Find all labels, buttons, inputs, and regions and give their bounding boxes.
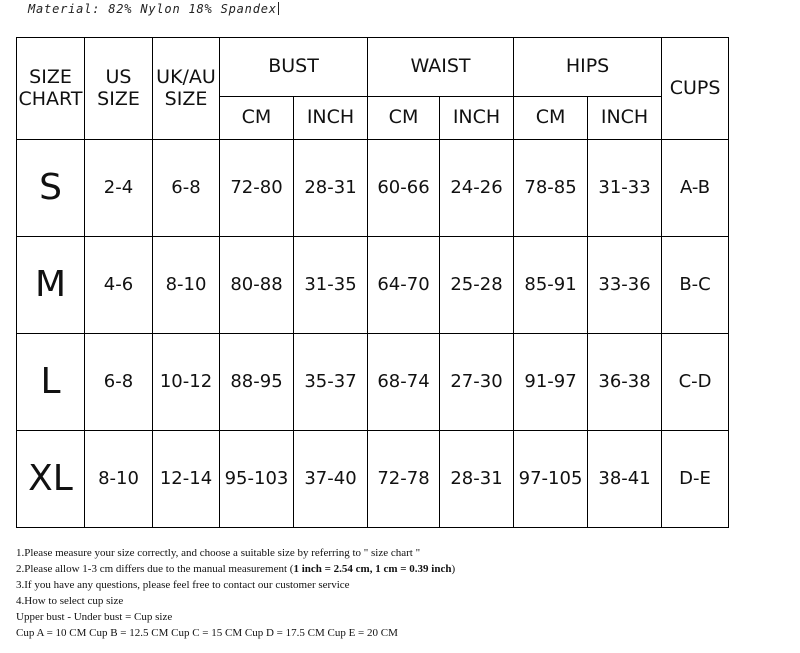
cups-cell: D-E — [662, 431, 729, 528]
us-size-cell: 4-6 — [85, 237, 153, 334]
header-row-top — [17, 38, 729, 97]
ukau-size-cell: 6-8 — [153, 140, 220, 237]
header-waist: WAIST — [368, 38, 514, 97]
bust-cm-cell: 95-103 — [220, 431, 294, 528]
bust-cm-cell: 80-88 — [220, 237, 294, 334]
hips-inch-cell: 36-38 — [588, 334, 662, 431]
hips-inch-cell: 33-36 — [588, 237, 662, 334]
table-row — [17, 334, 729, 431]
waist-cm-cell: 64-70 — [368, 237, 440, 334]
header-size-chart: SIZE CHART — [17, 38, 85, 140]
bust-inch-cell: 31-35 — [294, 237, 368, 334]
waist-cm-cell: 60-66 — [368, 140, 440, 237]
cups-cell: B-C — [662, 237, 729, 334]
bust-cm-cell: 72-80 — [220, 140, 294, 237]
us-size-cell: 6-8 — [85, 334, 153, 431]
header-hips-inch: INCH — [588, 97, 662, 140]
size-cell: M — [17, 237, 85, 334]
hips-cm-cell: 78-85 — [514, 140, 588, 237]
material-label — [28, 2, 279, 16]
note-line: 2.Please allow 1-3 cm differs due to the manual measurement (1 inch = 2.54 cm, 1 cm = 0.39 inch) — [16, 563, 456, 575]
header-us-size: US SIZE — [85, 38, 153, 140]
waist-cm-cell: 72-78 — [368, 431, 440, 528]
waist-inch-cell: 28-31 — [440, 431, 514, 528]
bust-inch-cell: 28-31 — [294, 140, 368, 237]
waist-inch-cell: 27-30 — [440, 334, 514, 431]
waist-inch-cell: 24-26 — [440, 140, 514, 237]
header-bust-inch: INCH — [294, 97, 368, 140]
hips-inch-cell: 31-33 — [588, 140, 662, 237]
size-cell: L — [17, 334, 85, 431]
header-ukau-size: UK/AU SIZE — [153, 38, 220, 140]
conversion-text: 1 inch = 2.54 cm, 1 cm = 0.39 inch — [293, 563, 452, 575]
note-line: Upper bust - Under bust = Cup size — [16, 611, 173, 623]
bust-cm-cell: 88-95 — [220, 334, 294, 431]
size-cell: S — [17, 140, 85, 237]
cups-cell: C-D — [662, 334, 729, 431]
bust-inch-cell: 35-37 — [294, 334, 368, 431]
note-line: Cup A = 10 CM Cup B = 12.5 CM Cup C = 15 CM Cup D = 17.5 CM Cup E = 20 CM — [16, 627, 398, 639]
table-row — [17, 237, 729, 334]
header-waist-cm: CM — [368, 97, 440, 140]
hips-inch-cell: 38-41 — [588, 431, 662, 528]
header-hips: HIPS — [514, 38, 662, 97]
hips-cm-cell: 91-97 — [514, 334, 588, 431]
hips-cm-cell: 85-91 — [514, 237, 588, 334]
ukau-size-cell: 8-10 — [153, 237, 220, 334]
size-notes — [16, 545, 455, 641]
note-line: 1.Please measure your size correctly, and choose a suitable size by referring to " size chart " — [16, 547, 421, 559]
header-hips-cm: CM — [514, 97, 588, 140]
waist-cm-cell: 68-74 — [368, 334, 440, 431]
waist-inch-cell: 25-28 — [440, 237, 514, 334]
size-cell: XL — [17, 431, 85, 528]
note-line: 4.How to select cup size — [16, 595, 124, 607]
size-chart-table — [16, 37, 729, 528]
note-line: 3.If you have any questions, please feel free to contact our customer service — [16, 579, 350, 591]
header-bust-cm: CM — [220, 97, 294, 140]
header-waist-inch: INCH — [440, 97, 514, 140]
table-row — [17, 431, 729, 528]
ukau-size-cell: 10-12 — [153, 334, 220, 431]
material-text: Material: 82% Nylon 18% Spandex — [28, 2, 277, 16]
bust-inch-cell: 37-40 — [294, 431, 368, 528]
ukau-size-cell: 12-14 — [153, 431, 220, 528]
us-size-cell: 8-10 — [85, 431, 153, 528]
table-row — [17, 140, 729, 237]
header-cups: CUPS — [662, 38, 729, 140]
us-size-cell: 2-4 — [85, 140, 153, 237]
text-cursor — [278, 2, 279, 15]
cups-cell: A-B — [662, 140, 729, 237]
hips-cm-cell: 97-105 — [514, 431, 588, 528]
header-bust: BUST — [220, 38, 368, 97]
